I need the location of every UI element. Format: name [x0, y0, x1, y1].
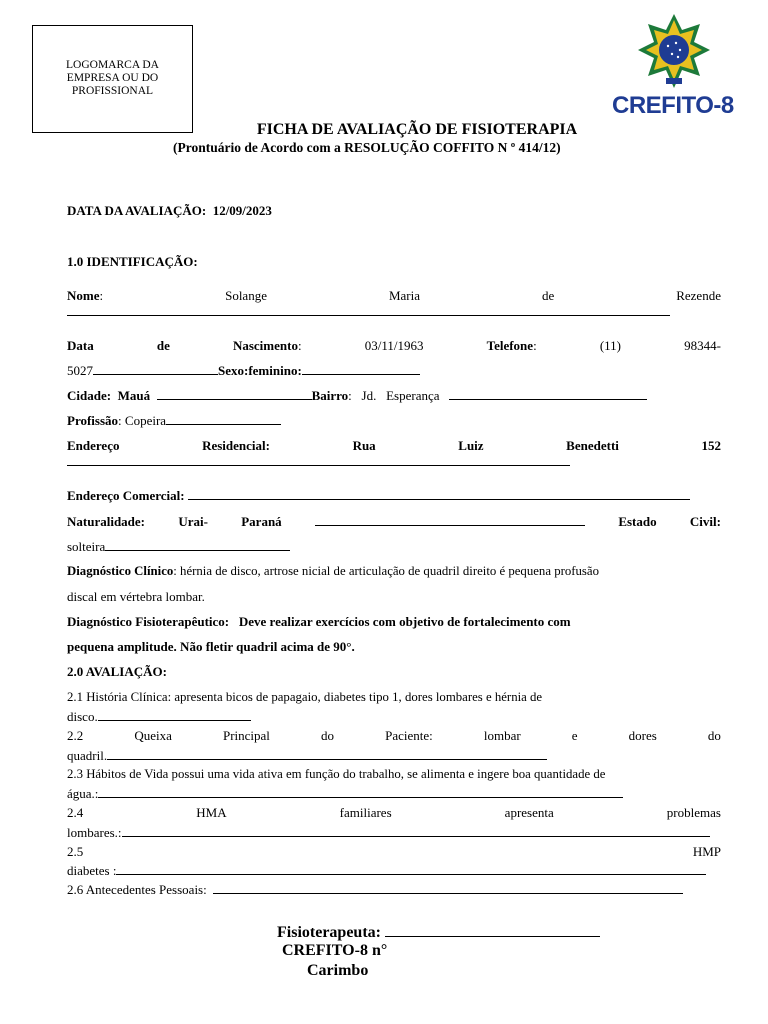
- hmp-line1: 2.5 HMP: [67, 844, 721, 859]
- naturalidade-row: Naturalidade: Urai- Paraná Estado Civil:: [67, 514, 721, 529]
- complaint-line2: quadril.: [67, 748, 721, 764]
- evaluation-date-value: 12/09/2023: [212, 203, 272, 218]
- brazil-coat-of-arms-icon: [636, 12, 712, 92]
- signature-field[interactable]: [385, 923, 600, 937]
- habits-line1: 2.3 Hábitos de Vida possui uma vida ativa em função do trabalho, se alimenta e ingere boa quantidade de: [67, 767, 606, 781]
- history-line1: 2.1 História Clínica: apresenta bicos de papagaio, diabetes tipo 1, dores lombares e hérnia de: [67, 690, 543, 704]
- commercial-address-row: Endereço Comercial:: [67, 488, 721, 504]
- clinical-diagnosis-line2: discal em vértebra lombar.: [67, 589, 205, 604]
- hma-line1: 2.4 HMA familiares apresenta problemas: [67, 805, 721, 820]
- name-underline[interactable]: [67, 314, 670, 316]
- section-identification-heading: 1.0 IDENTIFICAÇÃO:: [67, 254, 198, 269]
- form-subtitle: (Prontuário de Acordo com a RESOLUÇÃO COFFITO N º 414/12): [173, 140, 561, 155]
- logo-placeholder-box: [32, 25, 193, 133]
- antecedents-field[interactable]: [213, 882, 683, 894]
- form-title: FICHA DE AVALIAÇÃO DE FISIOTERAPIA: [256, 121, 578, 138]
- crefito-number: CREFITO-8 n°: [282, 942, 388, 959]
- physiotherapist-signature-row: Fisioterapeuta:: [277, 923, 600, 942]
- civil-status-row: solteira: [67, 539, 721, 555]
- complaint-line1: 2.2 Queixa Principal do Paciente: lombar e dores do: [67, 728, 721, 743]
- address-underline[interactable]: [67, 464, 570, 466]
- sex-field[interactable]: [302, 363, 420, 375]
- hmp-line2: diabetes :: [67, 863, 721, 879]
- history-line2: disco.: [67, 709, 721, 725]
- birth-date-value: 03/11/1963: [364, 338, 424, 353]
- crefito-brand-logo: CREFITO-8: [612, 92, 734, 119]
- physio-diagnosis-line1: Diagnóstico Fisioterapêutico: Deve realizar exercícios com objetivo de fortalecimento com: [67, 614, 571, 629]
- antecedents-row: 2.6 Antecedentes Pessoais:: [67, 882, 721, 898]
- habits-line2: água.:: [67, 786, 721, 802]
- commercial-address-field[interactable]: [188, 488, 690, 500]
- stamp-label: Carimbo: [307, 962, 369, 979]
- physio-diagnosis-line2: pequena amplitude. Não fletir quadril acima de 90°.: [67, 639, 355, 654]
- hma-line2: lombares.:: [67, 825, 721, 841]
- name-row: Nome: Solange Maria de Rezende: [67, 288, 721, 303]
- city-district-row: Cidade: Mauá Bairro: Jd. Esperança: [67, 388, 721, 404]
- birth-phone-row: Data de Nascimento: 03/11/1963 Telefone: (11) 98344-: [67, 338, 721, 353]
- clinical-diagnosis-line1: Diagnóstico Clínico: hérnia de disco, artrose nicial de articulação de quadril direito é pequena profusão: [67, 564, 599, 578]
- evaluation-date: DATA DA AVALIAÇÃO: 12/09/2023: [67, 203, 272, 218]
- phone-sex-row: 5027 Sexo:feminino:: [67, 363, 721, 379]
- logo-placeholder-text: LOGOMARCA DA EMPRESA OU DO PROFISSIONAL: [66, 59, 159, 97]
- section-evaluation-heading: 2.0 AVALIAÇÃO:: [67, 664, 167, 679]
- profession-row: Profissão: Copeira: [67, 413, 721, 429]
- address-row: Endereço Residencial: Rua Luiz Benedetti 152: [67, 438, 721, 453]
